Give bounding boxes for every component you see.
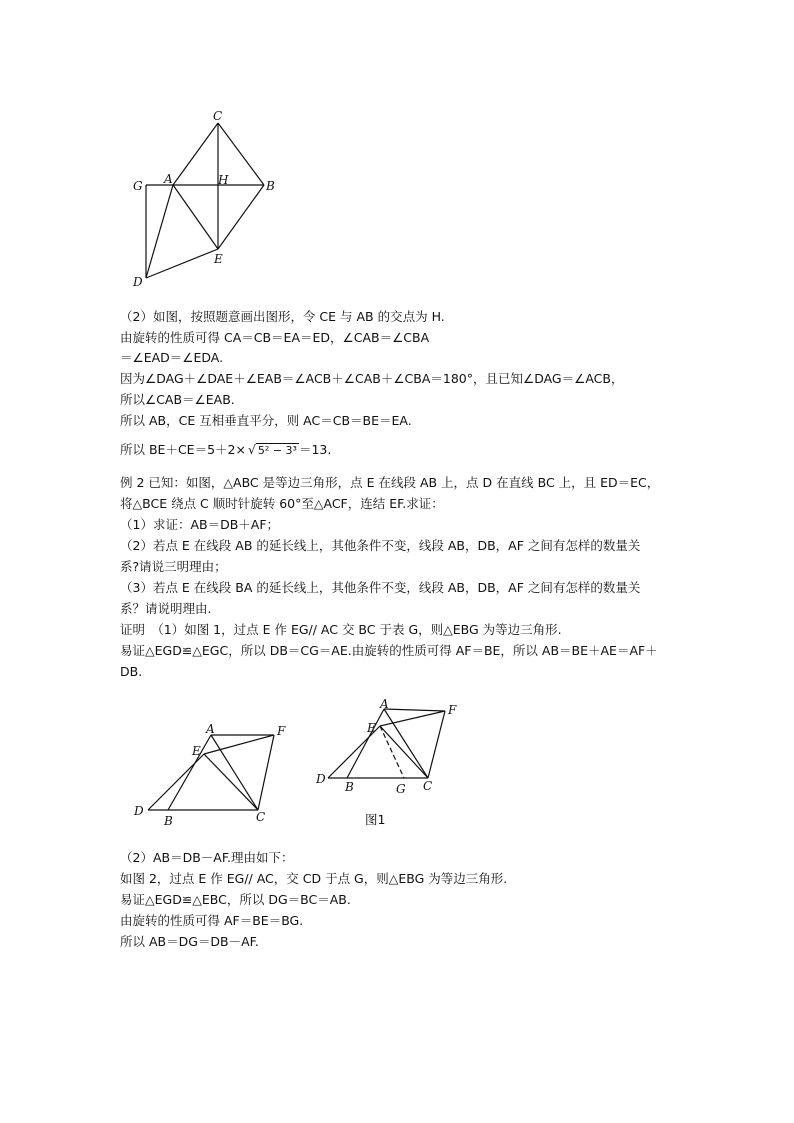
text-line: 证明 （1）如图 1，过点 E 作 EG// AC 交 BC 于表 G，则△EBG 为等边三角形. [120, 622, 562, 637]
figure-left [128, 718, 298, 833]
label-B: B [266, 179, 275, 193]
label-A: A [164, 172, 173, 186]
label-B: B [164, 814, 173, 828]
label-F: F [277, 724, 286, 738]
text-line: （2）AB＝DB－AF.理由如下： [120, 850, 294, 865]
formula-line [120, 440, 331, 461]
label-D: D [133, 275, 143, 289]
text-line: 系？请说明理由. [120, 601, 212, 616]
text-line: 由旋转的性质可得 AF＝BE＝BG. [120, 913, 304, 928]
text-line: （2）若点 E 在线段 AB 的延长线上，其他条件不变，线段 AB，DB，AF 之间有怎样的数量关 [120, 538, 641, 553]
label-F: F [448, 703, 457, 717]
label-A: A [206, 722, 215, 736]
label-B: B [345, 780, 354, 794]
text-line: 由旋转的性质可得 CA＝CB＝EA＝ED，∠CAB＝∠CBA [120, 330, 430, 345]
text-line: （2）如图，按照题意画出图形，令 CE 与 AB 的交点为 H. [120, 309, 445, 324]
text-line: 系?请说三明理由； [120, 559, 227, 574]
text-line: 易证△EGD≌△EBC，所以 DG＝BC＝AB. [120, 892, 351, 907]
label-D: D [316, 772, 326, 786]
text-line: 将△BCE 绕点 C 顺时针旋转 60°至△ACF，连结 EF.求证： [120, 496, 444, 511]
text-line: ＝∠EAD＝∠EDA. [120, 350, 224, 365]
label-H: H [218, 173, 229, 187]
sqrt-symbol: √ 5² − 3³ [247, 442, 297, 457]
text-line: 所以 AB，CE 互相垂直平分，则 AC＝CB＝BE＝EA. [120, 413, 412, 428]
label-E: E [214, 252, 223, 266]
text-line: 易证△EGD≌△EGC，所以 DB＝CG＝AE.由旋转的性质可得 AF＝BE，所以 AB＝BE＋AE＝AF＋ [120, 643, 658, 658]
label-C: C [256, 810, 266, 824]
text-line: 例 2 已知：如图，△ABC 是等边三角形，点 E 在线段 AB 上，点 D 在直线 BC 上，且 ED＝EC， [120, 475, 660, 490]
label-G: G [396, 782, 406, 796]
text-line: （3）若点 E 在线段 BA 的延长线上，其他条件不变，线段 AB，DB，AF 之间有怎样的数量关 [120, 580, 641, 595]
figure-rhombus-top [128, 106, 288, 296]
label-G: G [133, 179, 143, 193]
text-line: （1）求证：AB＝DB＋AF； [120, 517, 280, 532]
sqrt-radicand: 5² − 3³ [257, 444, 297, 457]
formula-prefix: 所以 BE＋CE＝5＋2× [120, 442, 246, 457]
formula-suffix: ＝13. [298, 442, 332, 457]
label-D: D [134, 804, 144, 818]
figure-right-1 [312, 690, 472, 830]
text-line: DB. [120, 664, 143, 679]
label-E: E [367, 721, 376, 735]
label-E: E [192, 744, 201, 758]
text-line: 如图 2，过点 E 作 EG// AC，交 CD 于点 G，则△EBG 为等边三角形. [120, 871, 508, 886]
text-line: 因为∠DAG＋∠DAE＋∠EAB＝∠ACB＋∠CAB＋∠CBA＝180°，且已知∠DAG＝∠ACB， [120, 371, 624, 386]
label-C: C [423, 779, 433, 793]
label-C: C [213, 109, 223, 123]
text-line: 所以 AB＝DG＝DB－AF. [120, 934, 259, 949]
label-A: A [380, 697, 389, 711]
figure-caption: 图1 [365, 812, 386, 827]
text-line: 所以∠CAB＝∠EAB. [120, 392, 235, 407]
